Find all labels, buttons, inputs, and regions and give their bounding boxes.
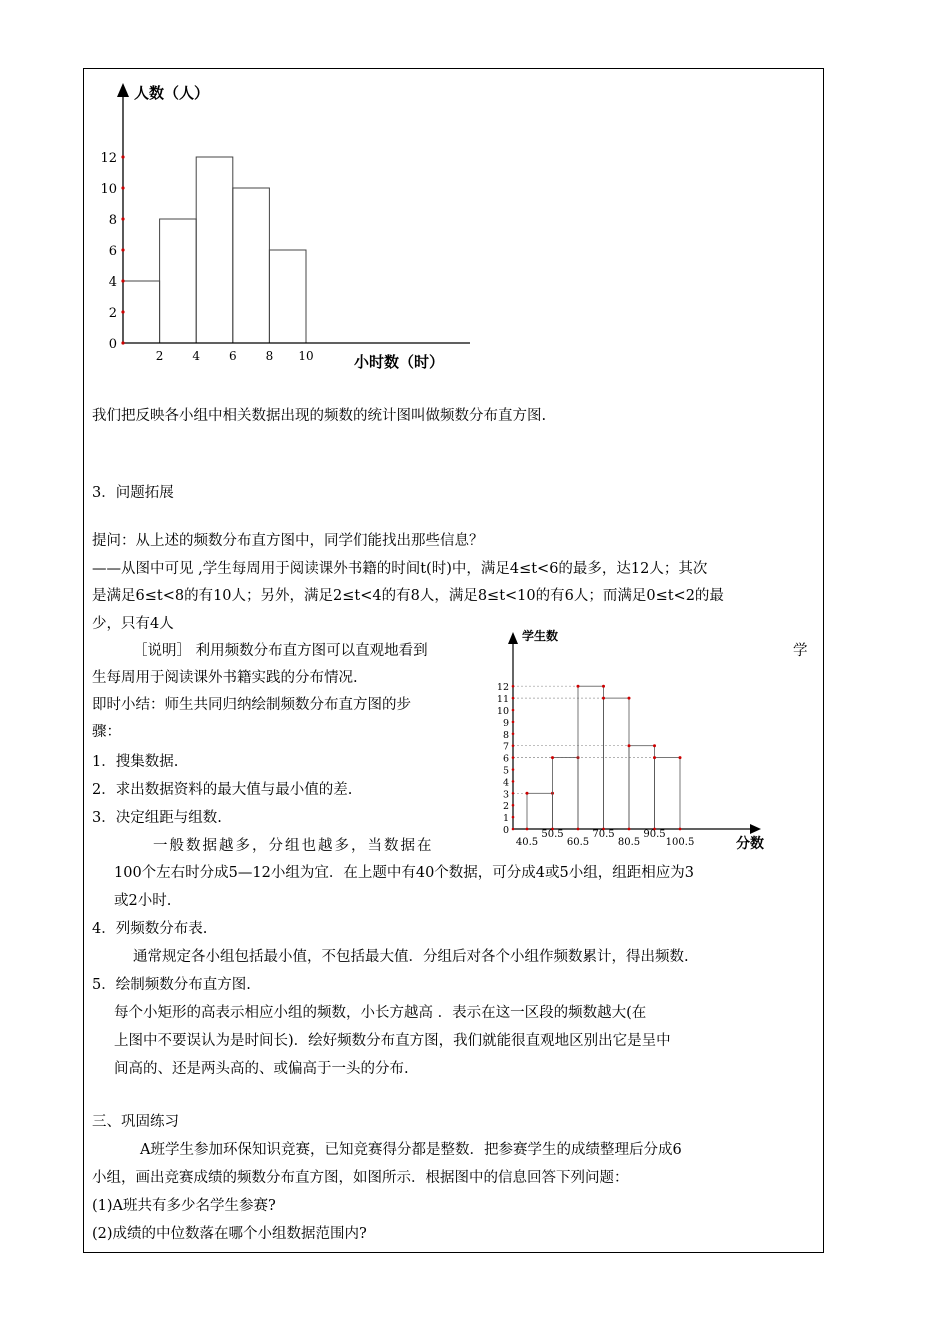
y-tick-label: 2 (502, 801, 509, 813)
x-tick-label: 40.5 (515, 837, 539, 848)
summary-line-2: 骤： (92, 724, 121, 740)
step-5: 5．绘制频数分布直方图. (92, 977, 251, 993)
y-tick-dot (512, 780, 515, 783)
y-tick-label: 11 (496, 694, 509, 706)
histogram-bar (629, 746, 655, 829)
step-2: 2．求出数据资料的最大值与最小值的差. (92, 782, 353, 798)
y-tick-dot (512, 721, 515, 724)
y-tick-dot (512, 685, 515, 688)
y-tick-label: 10 (496, 706, 509, 717)
note-line-1: ［说明］ 利用频数分布直方图可以直观地看到 (133, 643, 428, 659)
y-tick-dot (512, 744, 515, 747)
histogram-bar (269, 250, 306, 343)
y-tick-label: 8 (108, 213, 117, 228)
y-tick-label: 0 (502, 825, 509, 836)
y-tick-label: 0 (108, 337, 117, 352)
x-tick-dot (679, 828, 682, 831)
y-tick-dot (121, 310, 124, 313)
y-tick-dot (512, 804, 515, 807)
x-tick-label: 6 (228, 349, 237, 363)
exercise-question-2: (2)成绩的中位数落在哪个小组数据范围内? (92, 1226, 367, 1242)
y-tick-dot (512, 756, 515, 759)
y-tick-dot (121, 341, 124, 344)
hours-histogram (90, 75, 470, 375)
step-3: 3．决定组距与组数. (92, 810, 222, 826)
y-tick-label: 1 (502, 813, 509, 825)
x-tick-label: 2 (155, 349, 164, 363)
histogram-bar (604, 698, 630, 829)
y-tick-label: 4 (502, 777, 509, 789)
y-tick-dot (512, 828, 515, 831)
x-tick-label: 70.5 (592, 829, 615, 840)
answer-line-3: 少，只有4人 (92, 616, 174, 632)
y-tick-dot (121, 217, 124, 220)
step-5-detail-3: 间高的、还是两头高的、或偏高于一头的分布. (114, 1061, 409, 1077)
y-tick-dot (512, 816, 515, 819)
x-tick-label: 8 (265, 349, 274, 363)
y-tick-label: 12 (100, 151, 117, 166)
bar-corner-dot (628, 697, 631, 700)
answer-line-1: ——从图中可见 ,学生每周用于阅读课外书籍的时间t(时)中，满足4≤t<6的最多，达12人；其次 (92, 561, 708, 577)
y-tick-dot (512, 768, 515, 771)
y-tick-dot (512, 733, 515, 736)
y-tick-label: 8 (502, 729, 509, 741)
histogram-bar (123, 281, 160, 343)
step-4: 4．列频数分布表. (92, 921, 208, 937)
x-axis-label: 小时数（时） (354, 353, 445, 371)
definition-text: 我们把反映各小组中相关数据出现的频数的统计图叫做频数分布直方图. (92, 408, 547, 424)
y-tick-label: 2 (108, 306, 117, 321)
bar-corner-dot (679, 756, 682, 759)
bar-corner-dot (602, 685, 605, 688)
bar-corner-dot (551, 756, 554, 759)
y-tick-dot (121, 186, 124, 189)
x-axis-arrow (750, 824, 761, 834)
y-tick-dot (512, 709, 515, 712)
histogram-bar (196, 157, 233, 343)
x-tick-label: 4 (192, 349, 201, 363)
y-tick-label: 6 (108, 244, 117, 259)
exercise-question-1: (1)A班共有多少名学生参赛? (92, 1198, 276, 1214)
bar-corner-dot (526, 792, 529, 795)
y-tick-dot (121, 248, 124, 251)
bar-corner-dot (577, 685, 580, 688)
note-line-1-end: 学 (793, 643, 808, 659)
x-tick-dot (526, 828, 529, 831)
section-three-heading: 三、巩固练习 (92, 1114, 179, 1130)
bar-corner-dot (653, 744, 656, 747)
y-tick-label: 3 (502, 789, 509, 801)
x-axis-label: 分数 (736, 836, 764, 852)
y-tick-label: 10 (100, 182, 117, 197)
x-tick-label: 100.5 (665, 837, 695, 848)
x-tick-label: 80.5 (617, 837, 641, 848)
step-5-detail-1: 每个小矩形的高表示相应小组的频数，小长方越高 ．表示在这一区段的频数越大(在 (114, 1005, 647, 1021)
question-text: 提问：从上述的频数分布直方图中，同学们能找出那些信息？ (92, 533, 484, 549)
y-axis-arrow (117, 83, 129, 97)
x-tick-label: 50.5 (541, 829, 564, 840)
x-tick-label: 60.5 (566, 837, 590, 848)
note-line-2: 生每周用于阅读课外书籍实践的分布情况. (92, 670, 358, 686)
bar-corner-dot (653, 756, 656, 759)
answer-line-2: 是满足6≤t<8的有10人；另外，满足2≤t<4的有8人，满足8≤t<10的有6人；而满足0≤t<2的最 (92, 588, 724, 604)
step-3-detail-2: 100个左右时分成5—12小组为宜．在上题中有40个数据，可分成4或5小组，组距相应为3 (114, 865, 694, 881)
bar-corner-dot (628, 744, 631, 747)
y-tick-label: 12 (496, 682, 509, 694)
summary-line-1: 即时小结：师生共同归纳绘制频数分布直方图的步 (92, 697, 411, 713)
scores-histogram (485, 620, 785, 860)
x-tick-label: 90.5 (643, 829, 666, 840)
y-tick-dot (512, 792, 515, 795)
bar-corner-dot (602, 697, 605, 700)
y-axis-label: 学生数 (522, 629, 559, 643)
y-tick-label: 9 (502, 717, 509, 729)
histogram-bar (233, 188, 270, 343)
step-3-detail-3: 或2小时. (114, 893, 172, 909)
y-axis-arrow (508, 632, 518, 644)
step-5-detail-2: 上图中不要误认为是时间长)．绘好频数分布直方图，我们就能很直观地区别出它是呈中 (114, 1033, 671, 1049)
histogram-bar (160, 219, 197, 343)
y-tick-label: 4 (108, 275, 117, 290)
x-tick-dot (628, 828, 631, 831)
exercise-line-2: 小组，画出竞赛成绩的频数分布直方图，如图所示．根据图中的信息回答下列问题： (92, 1170, 629, 1186)
y-tick-label: 5 (502, 765, 509, 777)
y-axis-label: 人数（人） (134, 84, 210, 102)
step-3-detail-1: 一般数据越多，分组也越多，当数据在 (153, 838, 434, 854)
histogram-bar (553, 758, 579, 829)
x-tick-label: 10 (298, 349, 314, 363)
exercise-line-1: A班学生参加环保知识竞赛，已知竞赛得分都是整数．把参赛学生的成绩整理后分成6 (140, 1142, 682, 1158)
step-1: 1．搜集数据. (92, 754, 179, 770)
histogram-bar (527, 793, 553, 829)
step-4-detail: 通常规定各小组包括最小值，不包括最大值．分组后对各个小组作频数累计，得出频数. (133, 949, 689, 965)
y-tick-label: 7 (502, 741, 509, 753)
section-3-heading: 3．问题拓展 (92, 485, 174, 501)
y-tick-dot (512, 697, 515, 700)
y-tick-label: 6 (502, 753, 509, 765)
histogram-bar (655, 758, 681, 829)
y-tick-dot (121, 155, 124, 158)
x-tick-dot (577, 828, 580, 831)
y-tick-dot (121, 279, 124, 282)
